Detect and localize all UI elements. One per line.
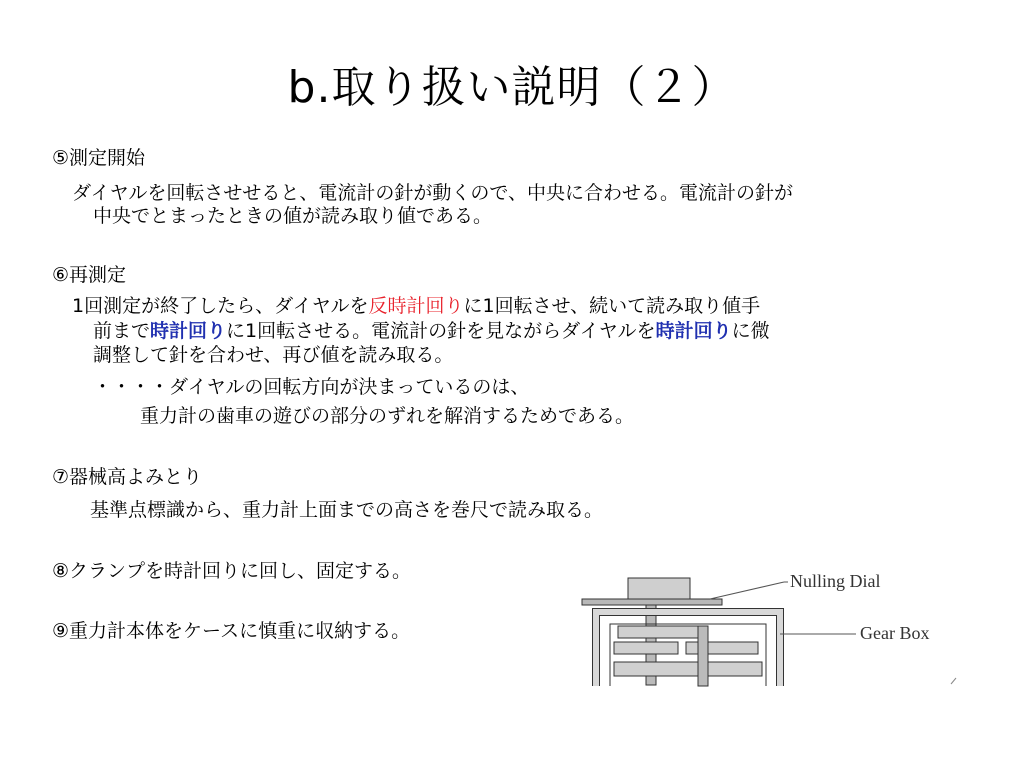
gear-4 (614, 662, 762, 676)
section-9-heading: ⑨重力計本体をケースに慎重に収納する。 (52, 620, 411, 642)
section-6-line-1 (72, 293, 760, 319)
gravimeter-diagram (578, 566, 968, 690)
label-gear-box: Gear Box (860, 623, 930, 643)
highlight-clockwise-2: 時計回り (655, 320, 732, 342)
section-7-heading: ⑦器械高よみとり (52, 466, 203, 488)
highlight-clockwise-1: 時計回り (150, 320, 227, 342)
label-nulling-dial: Nulling Dial (790, 571, 881, 591)
section-6-line-2-e: に微 (731, 320, 770, 342)
section-6-line-3: 調整して針を合わせ、再び値を読み取る。 (93, 344, 454, 366)
gear-1 (618, 626, 708, 638)
section-6-line-5: 重力計の歯車の遊びの部分のずれを解消するためである。 (140, 405, 635, 427)
gear-3 (686, 642, 758, 654)
nulling-dial-leader-line (710, 582, 784, 599)
section-6-line-2 (93, 318, 770, 344)
section-5-heading: ⑤測定開始 (52, 147, 146, 169)
nulling-dial-plate (582, 599, 722, 605)
gear-2 (614, 642, 678, 654)
section-5-line-2: 中央でとまったときの値が読み取り値である。 (93, 205, 493, 227)
section-6-line-1-a: 1回測定が終了したら、ダイヤルを (72, 295, 369, 317)
section-6-heading: ⑥再測定 (52, 264, 127, 286)
section-6-line-1-c: に1回転させ、続いて読み取り値手 (463, 295, 761, 317)
section-5-line-1: ダイヤルを回転させせると、電流計の針が動くので、中央に合わせる。電流計の針が (72, 182, 794, 204)
edge-mark (951, 678, 956, 684)
highlight-counterclockwise: 反時計回り (368, 295, 464, 317)
gear-shaft (698, 626, 708, 686)
section-7-line: 基準点標識から、重力計上面までの高さを巻尺で読み取る。 (90, 499, 604, 521)
section-6-line-4: ・・・・ダイヤルの回転方向が決まっているのは、 (93, 376, 530, 398)
slide-title: b.取り扱い説明（２） (287, 62, 737, 113)
section-8-heading: ⑧クランプを時計回りに回し、固定する。 (52, 560, 412, 582)
section-6-line-2-a: 前まで (93, 320, 151, 342)
nulling-dial-knob (628, 578, 690, 600)
section-6-line-2-c: に1回転させる。電流計の針を見ながらダイヤルを (226, 320, 656, 342)
